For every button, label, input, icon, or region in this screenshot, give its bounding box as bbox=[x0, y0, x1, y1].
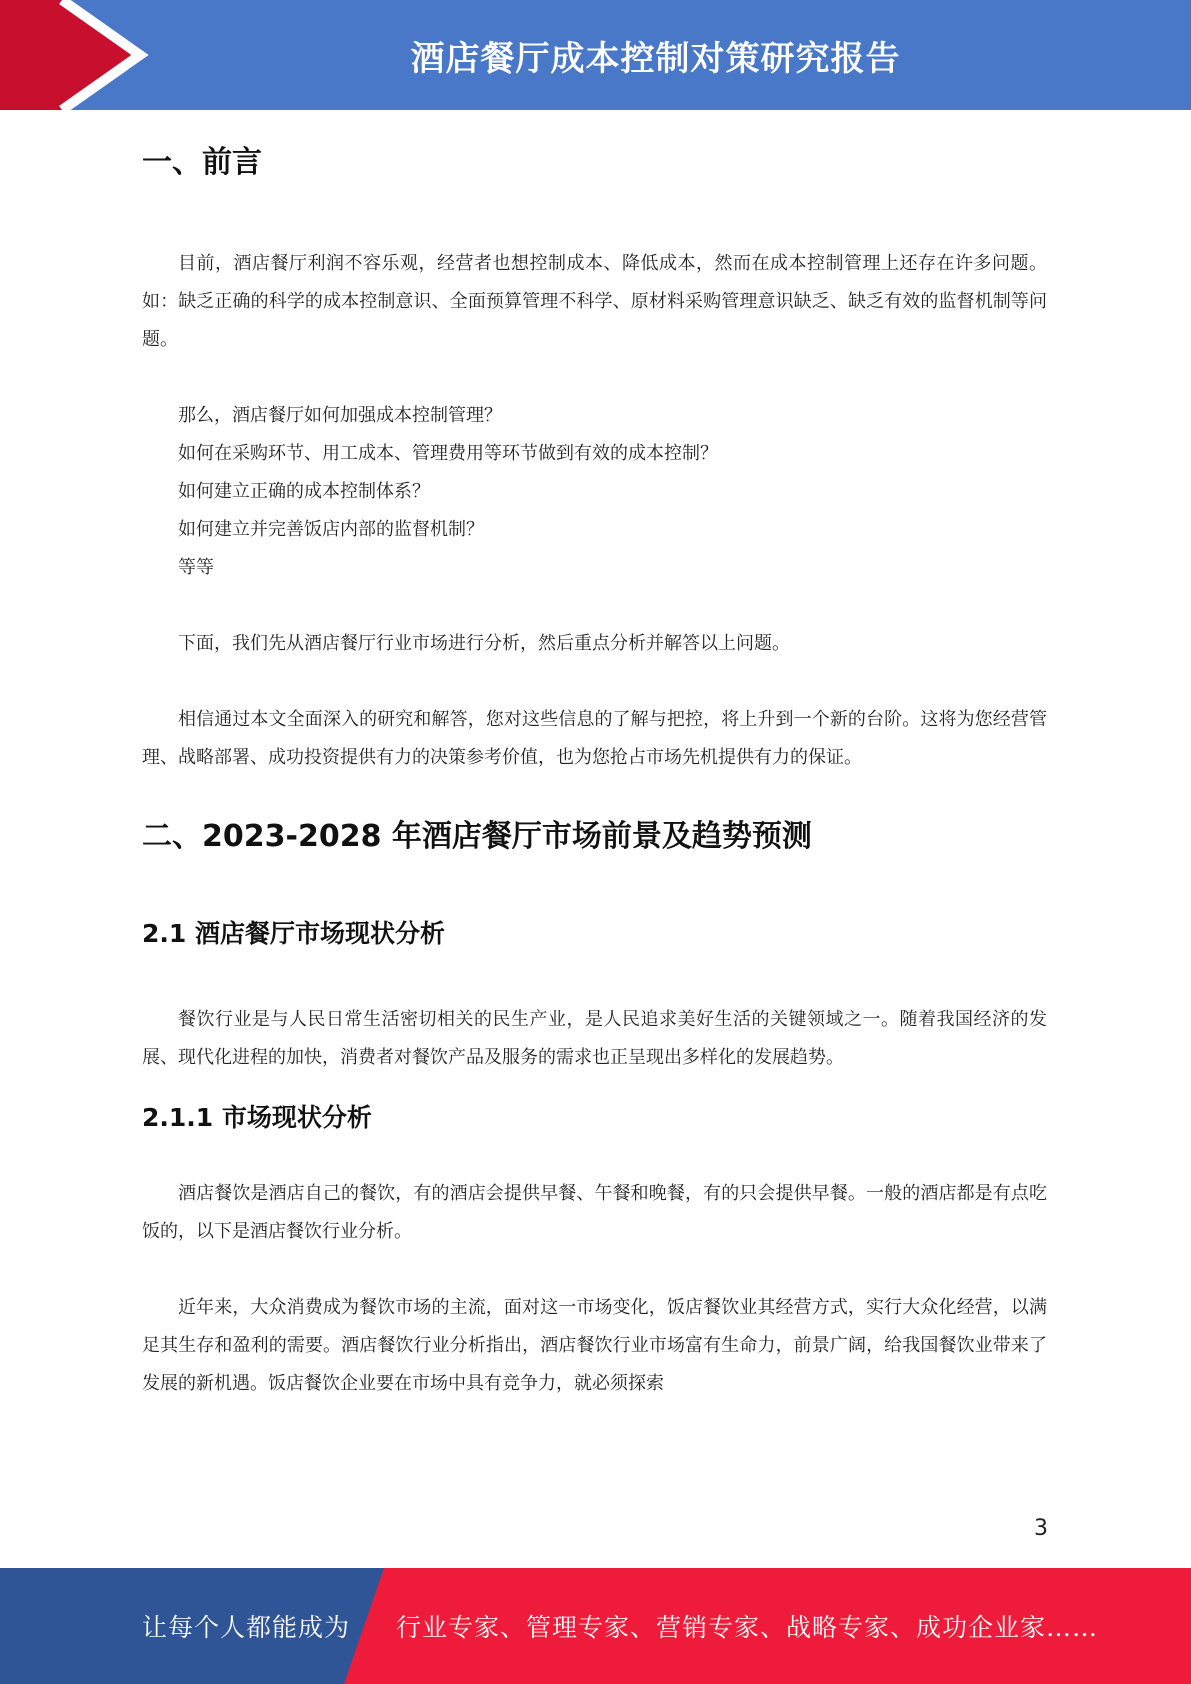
subsection-heading-2-1: 2.1 酒店餐厅市场现状分析 bbox=[142, 919, 445, 948]
question-line: 等等 bbox=[178, 557, 214, 578]
report-title: 酒店餐厅成本控制对策研究报告 bbox=[410, 38, 901, 79]
hotel-dining-paragraph: 酒店餐饮是酒店自己的餐饮，有的酒店会提供早餐、午餐和晚餐，有的只会提供早餐。一般的酒店都是有点吃饭的，以下是酒店餐饮行业分析。 bbox=[142, 1183, 1047, 1242]
page-header bbox=[0, 0, 1191, 110]
market-status-paragraph: 餐饮行业是与人民日常生活密切相关的民生产业，是人民追求美好生活的关键领域之一。随着我国经济的发展、现代化进程的加快，消费者对餐饮产品及服务的需求也正呈现出多样化的发展趋势。 bbox=[142, 1009, 1047, 1068]
subsection-heading-2-1-1: 2.1.1 市场现状分析 bbox=[142, 1103, 372, 1132]
page-footer bbox=[0, 1568, 1191, 1684]
footer-slogan-left: 让每个人都能成为 bbox=[142, 1613, 351, 1642]
page-content bbox=[142, 130, 1047, 1403]
intro-paragraph: 目前，酒店餐厅利润不容乐观，经营者也想控制成本、降低成本，然而在成本控制管理上还存在许多问题。如：缺乏正确的科学的成本控制意识、全面预算管理不科学、原材料采购管理意识缺乏、缺乏有效的监督机制等问题。 bbox=[142, 253, 1047, 350]
question-line: 如何建立并完善饭店内部的监督机制？ bbox=[178, 519, 484, 540]
plan-paragraph: 下面，我们先从酒店餐厅行业市场进行分析，然后重点分析并解答以上问题。 bbox=[178, 633, 790, 654]
footer-slogan-right: 行业专家、管理专家、营销专家、战略专家、成功企业家…… bbox=[396, 1613, 1099, 1642]
value-paragraph: 相信通过本文全面深入的研究和解答，您对这些信息的了解与把控，将上升到一个新的台阶。这将为您经营管理、战略部署、成功投资提供有力的决策参考价值，也为您抢占市场先机提供有力的保证。 bbox=[142, 709, 1047, 768]
section-heading-preface: 一、前言 bbox=[142, 145, 262, 180]
question-line: 那么，酒店餐厅如何加强成本控制管理？ bbox=[178, 405, 502, 426]
question-line: 如何建立正确的成本控制体系？ bbox=[178, 481, 430, 502]
page-number: 3 bbox=[1034, 1516, 1048, 1541]
question-line: 如何在采购环节、用工成本、管理费用等环节做到有效的成本控制？ bbox=[178, 443, 718, 464]
mass-consumption-paragraph: 近年来，大众消费成为餐饮市场的主流，面对这一市场变化，饭店餐饮业其经营方式，实行大众化经营，以满足其生存和盈利的需要。酒店餐饮行业分析指出，酒店餐饮行业市场富有生命力，前景广阔，给我国餐饮业带来了发展的新机遇。饭店餐饮企业要在市场中具有竞争力，就必须探索 bbox=[142, 1297, 1047, 1394]
section-heading-market-forecast: 二、2023-2028 年酒店餐厅市场前景及趋势预测 bbox=[142, 819, 812, 854]
